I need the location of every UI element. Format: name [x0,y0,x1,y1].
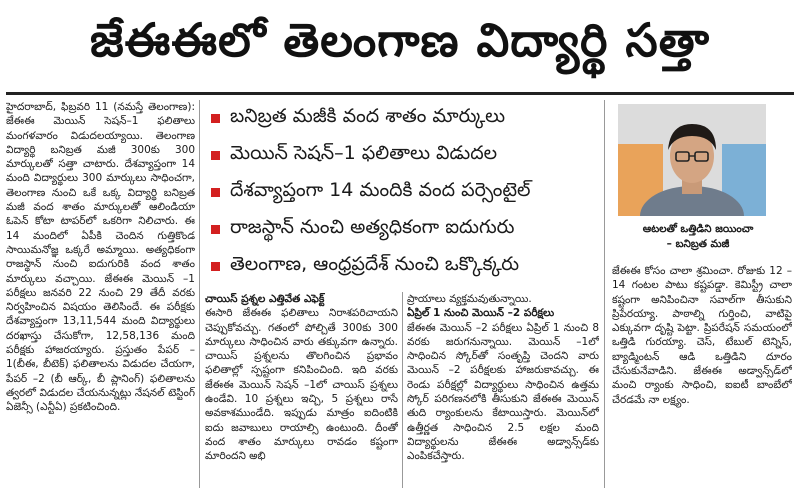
caption-line-2: – బనిబ్రత మజీ [666,238,730,250]
highlight-item: తెలంగాణ, ఆంధ్రప్రదేశ్ నుంచి ఒక్కొక్కరు [205,248,605,285]
article-column-2 [205,292,398,488]
article-column-1 [6,100,195,488]
portrait-image [618,104,766,216]
article-lead-3: ప్రాయాలు వ్యక్తమవుతున్నాయి. [407,293,532,305]
bullet-square-icon [211,262,220,271]
bullet-square-icon [211,225,220,234]
highlight-item: మెయిన్ సెషన్–1 ఫలితాలు విడుదల [205,137,605,174]
headline: జేఈఈలో తెలంగాణ విద్యార్థి సత్తా [90,13,710,67]
photo-caption [608,222,788,252]
article-body-2: ఈసారి జేఈఈ ఫలితాలు నిరాశపరిచాయని చెప్పుకోవచ్చు. గతంలో పోల్చితే 300కు 300 మార్కులు సాధించిన వారు తక్కువగా ఉన్నారు. చాయిస్ ప్రశ్నలను తొలగించిన ప్రభావం ఫలితాల్లో స్పష్టంగా కనిపించింది. ఇది వరకు జేఈఈ మెయిన్ సెషన్ –1లో చాయిస్ ప్రశ్నలు ఉండేవి. 10 ప్రశ్నలు ఇచ్చి, 5 ప్రశ్నలు రాసే అవకాశముండేది. ఇప్పుడు మాత్రం ఐదింటికి ఐదు జవాబులు రాయాల్సి ఉంటుంది. దీంతో వంద శాతం మార్కులు రావడం కష్టంగా మారిందని అభి [205,307,398,463]
highlight-item: బనిబ్రత మజీకి వంద శాతం మార్కులు [205,100,605,137]
article-column-4 [612,264,792,488]
article-column-3 [407,292,599,488]
highlight-item: రాజస్థాన్ నుంచి అత్యధికంగా ఐదుగురు [205,211,605,248]
article-body-1: హైదరాబాద్, ఫిబ్రవరి 11 (నమస్తే తెలంగాణ): జేఈఈ మెయిన్ సెషన్–1 ఫలితాలు మంగళవారం విడుదలయ్యాయి. తెలంగాణ విద్యార్థి బనిబ్రత మజీ 300కు 300 మార్కులతో సత్తా చాటారు. దేశవ్యాప్తంగా 14 మంది విద్యార్థులు 300 మార్కులు సాధించగా, తెలంగాణ నుంచి ఒకే ఒక్క విద్యార్థి బనిబ్రత మజీ వంద శాతం మార్కులతో ఆలిండియా ఓపెన్ కోటా టాపర్‌లో ఒకరిగా నిలిచారు. ఈ 14 మందిలో ఏపీకి చెందిన గుత్తికొండ సాయిమనోజ్ఞ ఒక్కరే అమ్మాయి. అత్యధికంగా రాజస్థాన్ నుంచి ఐదుగురికి వంద శాతం మార్కులు వచ్చాయి. జేఈఈ మెయిన్ –1 పరీక్షలు జనవరి 22 నుంచి 29 తేదీ వరకు నిర్వహించిన విషయం తెలిసిందే. ఈ పరీక్షకు దేశవ్యాప్తంగా 13,11,544 మంది విద్యార్థులు దరఖాస్తు చేసుకోగా, 12,58,136 మంది పరీక్షకు హాజరయ్యారు. ప్రస్తుతం పేపర్ –1(బీఈ, బీటెక్) ఫలితాలను విడుదల చేయగా, పేపర్ –2 (బీ ఆర్క్, బీ ప్లానింగ్) ఫలితాలను త్వరలో విడుదల చేయనున్నట్లు నేషనల్ టెస్టింగ్ ఏజెన్సీ (ఎన్టీఏ) ప్రకటించింది. [6,101,195,414]
bullet-square-icon [211,188,220,197]
column-divider [604,100,605,488]
highlights-box [205,100,605,285]
headline-rule [6,92,794,95]
subheading: చాయిస్ ప్రశ్నల ఎత్తివేత ఎఫెక్ట్ [205,293,325,305]
bullet-square-icon [211,114,220,123]
subheading: ఏప్రిల్ 1 నుంచి మెయిన్ –2 పరీక్షలు [407,307,555,320]
highlight-item: దేశవ్యాప్తంగా 14 మందికి వంద పర్సెంటైల్ [205,174,605,211]
column-divider [199,100,200,488]
column-divider [402,292,403,488]
caption-line-1: ఆటలతో ఒత్తిడిని జయించా [642,223,754,235]
student-photo [618,104,766,216]
article-body-4: జేఈఈ కోసం చాలా శ్రమించా. రోజుకు 12 –14 గంటల పాటు కష్టపడ్డా. కెమిస్ట్రీ చాలా కష్టంగా అనిపించినా సవాల్‌గా తీసుకుని ప్రిపేరయ్యా. పాఠాల్ని గుర్తించి, వాటిపై ఎక్కువగా దృష్టి పెట్టా. ప్రిపరేషన్ సమయంలో ఒత్తిడి గురయ్యా. చెస్, టేబుల్ టెన్నిస్, బ్యాడ్మింటన్ ఆడి ఒత్తిడిని దూరం చేసుకునేవాడిని. జేఈఈ అడ్వాన్స్‌డ్‌లో మంచి ర్యాంకు సాధించి, ఐఐటీ బాంబేలో చేరడమే నా లక్ష్యం. [612,265,792,406]
article-body-3: జేఈఈ మెయిన్ –2 పరీక్షలు ఏప్రిల్ 1 నుంచి 8 వరకు జరుగనున్నాయి. మెయిన్ –1లో సాధించిన స్కోర్‌తో సంతృప్తి చెందని వారు మెయిన్ –2 పరీక్షలకు హాజరుకావచ్చు. ఈ రెండు పరీక్షల్లో విద్యార్థులు సాధించిన ఉత్తమ స్కోర్ పరిగణనలోకి తీసుకుని జేఈఈ మెయిన్ తుది ర్యాంకులను కేటాయిస్తారు. మెయిన్‌లో ఉత్తీర్ణత సాధించిన 2.5 లక్షల మంది విద్యార్థులను జేఈఈ అడ్వాన్స్‌డ్‌కు ఎంపికచేస్తారు. [407,321,599,463]
bullet-square-icon [211,151,220,160]
